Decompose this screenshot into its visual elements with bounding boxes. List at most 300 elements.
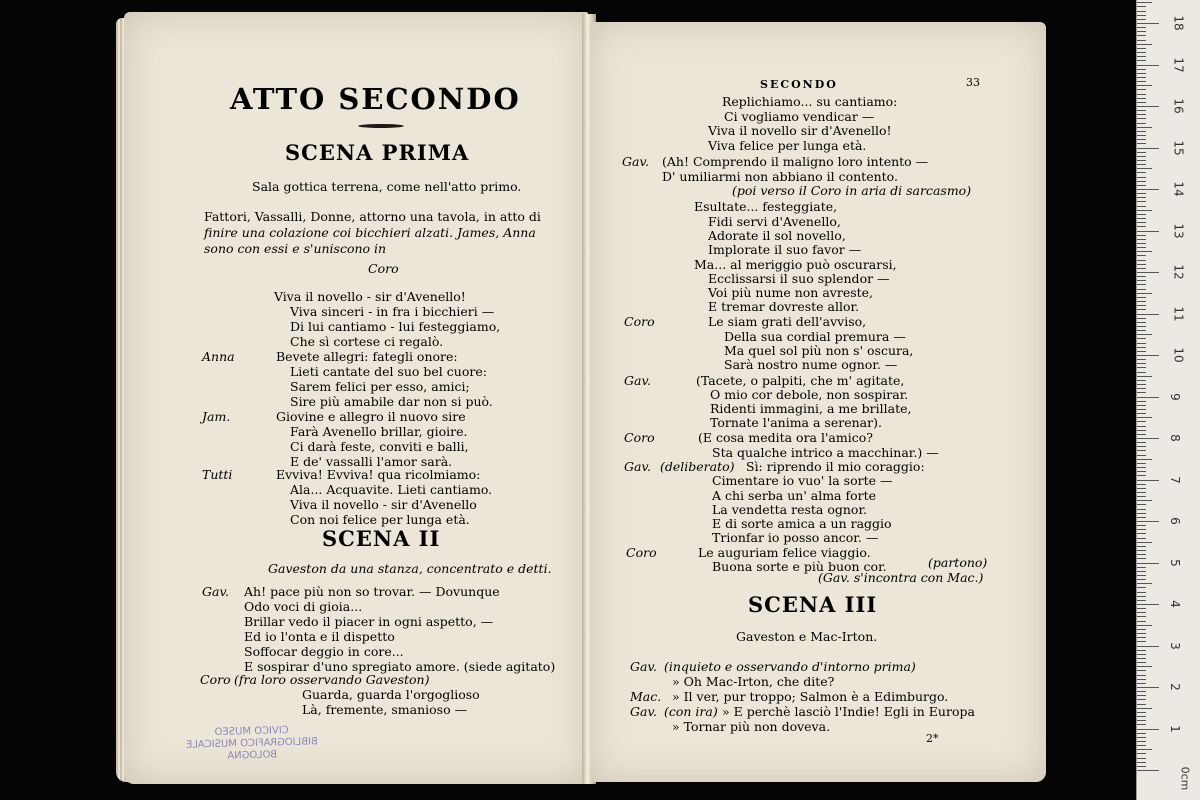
ruler-tick [1137,243,1146,244]
ruler-tick [1137,301,1146,302]
verse-line: Viva il novello - sir d'Avenello [290,497,477,512]
ruler-tick [1137,533,1146,534]
verse-line: Ridenti immagini, a me brillate, [710,401,912,416]
ruler-tick [1137,641,1146,642]
ruler-tick [1137,529,1146,530]
ruler-tick [1137,434,1146,435]
ruler-tick [1137,127,1152,128]
ruler-tick [1137,729,1159,730]
ruler-tick [1137,297,1146,298]
ruler-tick [1137,733,1146,734]
verse-line: » Oh Mac-Irton, che dite? [672,674,835,689]
ruler-tick [1137,459,1152,460]
ruler-tick [1137,509,1146,510]
ruler-tick [1137,2,1152,3]
ruler-tick [1137,289,1146,290]
verse-line: Viva felice per lunga età. [708,138,867,153]
ruler-tick [1137,625,1152,626]
ruler-tick [1137,575,1146,576]
verse-line: Implorate il suo favor — [708,242,862,257]
ruler-tick [1137,343,1146,344]
scene3-heading: SCENA III [748,592,878,617]
ruler-tick [1137,218,1146,219]
ruler-tick [1137,189,1159,190]
ruler-tick [1137,583,1152,584]
verse-line: Sì: riprendo il mio coraggio: [746,459,925,474]
ruler-number: 1 [1167,724,1182,733]
ruler-tick [1137,646,1159,647]
ruler-tick [1137,571,1146,572]
ruler-tick [1137,683,1146,684]
ruler-tick [1137,210,1152,211]
ruler-tick [1137,56,1146,57]
ruler-tick [1137,504,1146,505]
ruler-tick [1137,542,1152,543]
ruler-tick [1137,753,1146,754]
verse-line: Soffocar deggio in core... [244,644,404,659]
ruler-tick [1137,741,1146,742]
ruler-tick [1137,193,1146,194]
ruler-tick [1137,226,1146,227]
ruler-tick [1137,749,1152,750]
ruler-tick [1137,579,1146,580]
verse-line: (Tacete, o palpiti, che m' agitate, [696,373,905,388]
ruler-number: 13 [1171,222,1186,239]
ruler-tick [1137,123,1146,124]
ruler-tick [1137,260,1146,261]
ruler-tick [1137,114,1146,115]
stage-direction-line: sono con essi e s'uniscono in [204,241,387,256]
ruler-tick [1137,89,1146,90]
verse-line: La vendetta resta ognor. [712,502,868,517]
verse-line: » Tornar più non doveva. [672,719,831,734]
running-head: SECONDO [760,78,838,91]
verse-line: (Ah! Comprendo il maligno loro intento — [662,154,929,169]
ruler-tick [1137,231,1159,232]
verse-line: Evviva! Evviva! qua ricolmiamo: [276,467,481,482]
ruler-tick [1137,737,1146,738]
ruler-tick [1137,397,1159,398]
ruler-tick [1137,60,1146,61]
verse-line: Sarà nostro nume ognor. — [724,357,898,372]
verse-line: Sarem felici per esso, amici; [290,379,470,394]
ruler-tick [1137,766,1146,767]
ruler-tick [1137,152,1146,153]
ruler-tick [1137,351,1146,352]
verse-line: Viva il novello - sir d'Avenello! [274,289,466,304]
ruler-tick [1137,517,1146,518]
verse-line: A chi serba un' alma forte [712,488,877,503]
ruler-tick [1137,15,1146,16]
stage-direction-line: Fattori, Vassalli, Donne, attorno una tavola, in atto di [204,209,541,224]
ruler-tick [1137,247,1146,248]
verse-line: Tornate l'anima a serenar). [710,415,882,430]
verse-line: Buona sorte e più buon cor. [712,559,887,574]
ruler-tick [1137,401,1146,402]
ruler-tick [1137,637,1146,638]
ruler-tick [1137,160,1146,161]
ruler-tick [1137,770,1159,771]
scene2-heading: SCENA II [322,526,441,551]
ruler-tick [1137,654,1146,655]
ruler-tick [1137,272,1159,273]
stage-direction: (inquieto e osservando d'intorno prima) [664,659,916,674]
ruler-tick [1137,309,1146,310]
scene1-setting: Sala gottica terrena, come nell'atto primo. [252,179,522,194]
ruler-number: 2 [1167,683,1182,691]
scene1-heading: SCENA PRIMA [285,140,470,165]
verse-line: Ed io l'onta e il dispetto [244,629,395,644]
ruler-tick [1137,347,1146,348]
ruler-tick [1137,438,1159,439]
ruler-tick [1137,27,1146,28]
ruler-tick [1137,567,1146,568]
ruler-number: 3 [1167,641,1182,650]
mac-label: Mac. [630,689,662,704]
ruler-tick [1137,475,1146,476]
ruler-tick [1137,185,1146,186]
verse-line: Cimentare io vuo' la sorte — [712,473,893,488]
ruler-tick [1137,330,1146,331]
verse-line: Ma... al meriggio può oscurarsi, [694,257,897,272]
ruler-tick [1137,621,1146,622]
ruler-tick [1137,421,1146,422]
ruler-tick [1137,35,1146,36]
ruler-tick [1137,409,1146,410]
ruler-tick [1137,201,1146,202]
ruler-tick [1137,496,1146,497]
ruler-tick [1137,94,1146,95]
signature-mark: 2* [926,732,939,745]
verse-line: Odo voci di gioia... [244,599,363,614]
ruler-tick [1137,745,1146,746]
stage-direction-line: finire una colazione coi bicchieri alzati. James, Anna [204,225,536,240]
library-stamp: CIVICO MUSEO BIBLIOGRAFICO MUSICALE BOLOGNA [185,725,318,762]
ruler-tick [1137,69,1146,70]
stage-direction: (Gav. s'incontra con Mac.) [818,570,984,585]
ruler-tick [1137,98,1146,99]
gav-label: Gav. [202,584,229,599]
ruler-tick [1137,724,1146,725]
ruler-number: 18 [1171,15,1186,31]
ruler-tick [1137,255,1146,256]
verse-line: Voi più nume non avreste, [708,285,874,300]
ruler-tick [1137,77,1146,78]
ruler-tick [1137,139,1146,140]
ruler-tick [1137,712,1146,713]
ruler-tick [1137,587,1146,588]
ruler-tick [1137,164,1146,165]
tutti-label: Tutti [202,467,233,482]
verse-line: Ala... Acquavite. Lieti cantiamo. [290,482,493,497]
ruler-tick [1137,492,1146,493]
verse-line: Replichiamo... su cantiamo: [722,94,898,109]
ruler-tick [1137,264,1146,265]
ruler-tick [1137,417,1152,418]
stage-direction: (deliberato) [660,459,735,474]
ruler-tick [1137,467,1146,468]
verse-line: E de' vassalli l'amor sarà. [290,454,453,469]
ruler-tick [1137,558,1146,559]
ruler-tick [1137,600,1146,601]
ruler-tick [1137,691,1146,692]
ruler-tick [1137,480,1159,481]
ruler-tick [1137,430,1146,431]
ruler-tick [1137,538,1146,539]
verse-line: (E cosa medita ora l'amico? [698,430,873,445]
ruler-tick [1137,658,1146,659]
ruler-tick [1137,235,1146,236]
ruler-tick [1137,629,1146,630]
ruler-tick [1137,318,1146,319]
ruler-tick [1137,662,1146,663]
verse-line: Di lui cantiamo - lui festeggiamo, [290,319,501,334]
ruler-tick [1137,699,1146,700]
coro-label: Coro [626,545,657,560]
gav-label: Gav. [630,704,657,719]
scale-ruler [1136,0,1200,800]
ruler-tick [1137,612,1146,613]
ruler-tick [1137,500,1152,501]
ruler-tick [1137,596,1146,597]
ruler-tick [1137,426,1146,427]
ruler-tick [1137,172,1146,173]
ruler-tick [1137,708,1152,709]
ruler-tick [1137,525,1146,526]
ruler-tick [1137,388,1146,389]
ruler-tick [1137,293,1152,294]
ruler-tick [1137,450,1146,451]
ruler-number: 12 [1171,264,1186,280]
verse-line: Della sua cordial premura — [724,329,906,344]
ruler-tick [1137,384,1146,385]
verse-line: D' umiliarmi non abbiano il contento. [662,169,898,184]
ruler-tick [1137,488,1146,489]
stage-direction: (fra loro osservando Gaveston) [234,672,430,687]
gav-label: Gav. [624,459,651,474]
ruler-tick [1137,334,1152,335]
ruler-number: 14 [1171,181,1186,197]
ruler-tick [1137,135,1146,136]
verse-line: Le auguriam felice viaggio. [698,545,871,560]
verse-line: E sospirar d'uno spregiato amore. (siede agitato) [244,659,556,674]
coro-label: Coro [624,430,655,445]
ruler-tick [1137,720,1146,721]
gav-label: Gav. [624,373,651,388]
ruler-tick [1137,758,1146,759]
stage-direction: (partono) [928,555,988,570]
ruler-tick [1137,131,1146,132]
ruler-tick [1137,251,1152,252]
ruler-tick [1137,521,1159,522]
ruler-tick [1137,484,1146,485]
ruler-tick [1137,284,1146,285]
coro-label: Coro [200,672,231,687]
ruler-tick [1137,31,1146,32]
ruler-number: 6 [1167,517,1182,525]
verse-line: E di sorte amica a un raggio [712,516,892,531]
verse-line: Adorate il sol novello, [708,228,846,243]
verse-line: Trionfar io posso ancor. — [712,530,879,545]
ruler-tick [1137,52,1146,53]
ruler-tick [1137,156,1146,157]
ruler-number: 10 [1171,347,1186,363]
ruler-tick [1137,372,1146,373]
ruler-number: 4 [1167,600,1182,608]
ruler-tick [1137,446,1146,447]
ruler-tick [1137,239,1146,240]
ruler-tick [1137,442,1146,443]
ruler-tick [1137,355,1159,356]
ruler-tick [1137,695,1146,696]
ruler-tick [1137,380,1146,381]
ruler-tick [1137,367,1146,368]
ruler-number: 9 [1167,392,1182,401]
ruler-tick [1137,23,1159,24]
ruler-tick [1137,554,1146,555]
ruler-tick [1137,6,1146,7]
ruler-tick [1137,73,1146,74]
ruler-tick [1137,716,1146,717]
ruler-tick [1137,181,1146,182]
ruler-tick [1137,363,1146,364]
ruler-tick [1137,513,1146,514]
verse-line: Viva il novello sir d'Avenello! [708,123,892,138]
verse-line: E tremar dovreste allor. [708,299,860,314]
verse-line: Ah! pace più non so trovar. — Dovunque [244,584,500,599]
jam-label: Jam. [202,409,231,424]
ruler-tick [1137,168,1152,169]
ruler-tick [1137,118,1146,119]
verse-line: Viva sinceri - in fra i bicchieri — [290,304,495,319]
ruler-tick [1137,679,1146,680]
act-title: ATTO SECONDO [230,82,521,116]
ruler-tick [1137,326,1146,327]
ruler-tick [1137,314,1159,315]
gav-label: Gav. [622,154,649,169]
ruler-tick [1137,222,1146,223]
page-number: 33 [966,76,980,89]
verse-line: Ecclissarsi il suo splendor — [708,271,890,286]
ruler-tick [1137,44,1152,45]
ruler-number: 17 [1171,56,1186,73]
ruler-tick [1137,633,1146,634]
ruler-tick [1137,376,1152,377]
ruler-tick [1137,276,1146,277]
title-ornament [358,124,404,128]
verse-line: Esultate... festeggiate, [694,199,838,214]
stage-direction: (con ira) [664,704,718,719]
ruler-tick [1137,85,1152,86]
verse-line: Bevete allegri: fategli onore: [276,349,458,364]
ruler-tick [1137,471,1146,472]
ruler-number: 11 [1171,305,1186,322]
ruler-tick [1137,11,1146,12]
ruler-tick [1137,143,1146,144]
ruler-tick [1137,546,1146,547]
verse-line: Brillar vedo il piacer in ogni aspetto, — [244,614,494,629]
ruler-tick [1137,608,1146,609]
scene2-setting: Gaveston da una stanza, concentrato e detti. [268,561,552,576]
ruler-tick [1137,463,1146,464]
ruler-tick [1137,305,1146,306]
verse-line: Là, fremente, smanioso — [302,702,468,717]
ruler-tick [1137,40,1146,41]
ruler-tick [1137,392,1146,393]
verse-line: Con noi felice per lunga età. [290,512,470,527]
ruler-tick [1137,675,1146,676]
verse-line: Giovine e allegro il nuovo sire [276,409,466,424]
ruler-tick [1137,48,1146,49]
coro-label: Coro [368,261,399,276]
ruler-tick [1137,359,1146,360]
verse-line: Ma quel sol più non s' oscura, [724,343,914,358]
ruler-tick [1137,81,1146,82]
verse-line: Sire più amabile dar non si può. [290,394,493,409]
ruler-tick [1137,704,1146,705]
ruler-tick [1137,762,1146,763]
ruler-tick [1137,563,1159,564]
ruler-number: 15 [1171,139,1186,156]
ruler-tick [1137,19,1146,20]
ruler-number: 16 [1171,98,1186,114]
ruler-tick [1137,268,1146,269]
verse-line: Che sì cortese ci regalò. [290,334,444,349]
ruler-tick [1137,670,1146,671]
ruler-tick [1137,338,1146,339]
verse-line: » E perchè lasciò l'Indie! Egli in Europa [722,704,975,719]
ruler-tick [1137,604,1159,605]
anna-label: Anna [202,349,235,364]
ruler-number: 8 [1167,434,1182,442]
ruler-tick [1137,413,1146,414]
ruler-tick [1137,322,1146,323]
ruler-tick [1137,592,1146,593]
gav-label: Gav. [630,659,657,674]
ruler-tick [1137,206,1146,207]
ruler-tick [1137,687,1159,688]
ruler-tick [1137,666,1152,667]
verse-line: O mio cor debole, non sospirar. [710,387,909,402]
verse-line: Sta qualche intrico a macchinar.) — [712,445,939,460]
ruler-tick [1137,65,1159,66]
verse-line: Guarda, guarda l'orgoglioso [302,687,480,702]
ruler-tick [1137,650,1146,651]
ruler-tick [1137,405,1146,406]
verse-line: Fidi servi d'Avenello, [708,214,841,229]
coro-label: Coro [624,314,655,329]
ruler-tick [1137,102,1146,103]
ruler-number: 7 [1167,475,1182,484]
ruler-tick [1137,280,1146,281]
verse-line: Ci vogliamo vendicar — [724,109,875,124]
ruler-unit: 0cm [1178,766,1192,791]
verse-line: Le siam grati dell'avviso, [708,314,867,329]
ruler-number: 5 [1167,558,1182,567]
ruler-tick [1137,616,1146,617]
ruler-tick [1137,455,1146,456]
verse-line: Farà Avenello brillar, gioire. [290,424,468,439]
scene3-setting: Gaveston e Mac-Irton. [736,629,878,644]
ruler-tick [1137,148,1159,149]
stage-direction: (poi verso il Coro in aria di sarcasmo) [732,183,972,198]
ruler-tick [1137,197,1146,198]
ruler-tick [1137,110,1146,111]
ruler-tick [1137,106,1159,107]
verse-line: » Il ver, pur troppo; Salmon è a Edimburgo. [672,689,949,704]
ruler-tick [1137,214,1146,215]
verse-line: Lieti cantate del suo bel cuore: [290,364,487,379]
